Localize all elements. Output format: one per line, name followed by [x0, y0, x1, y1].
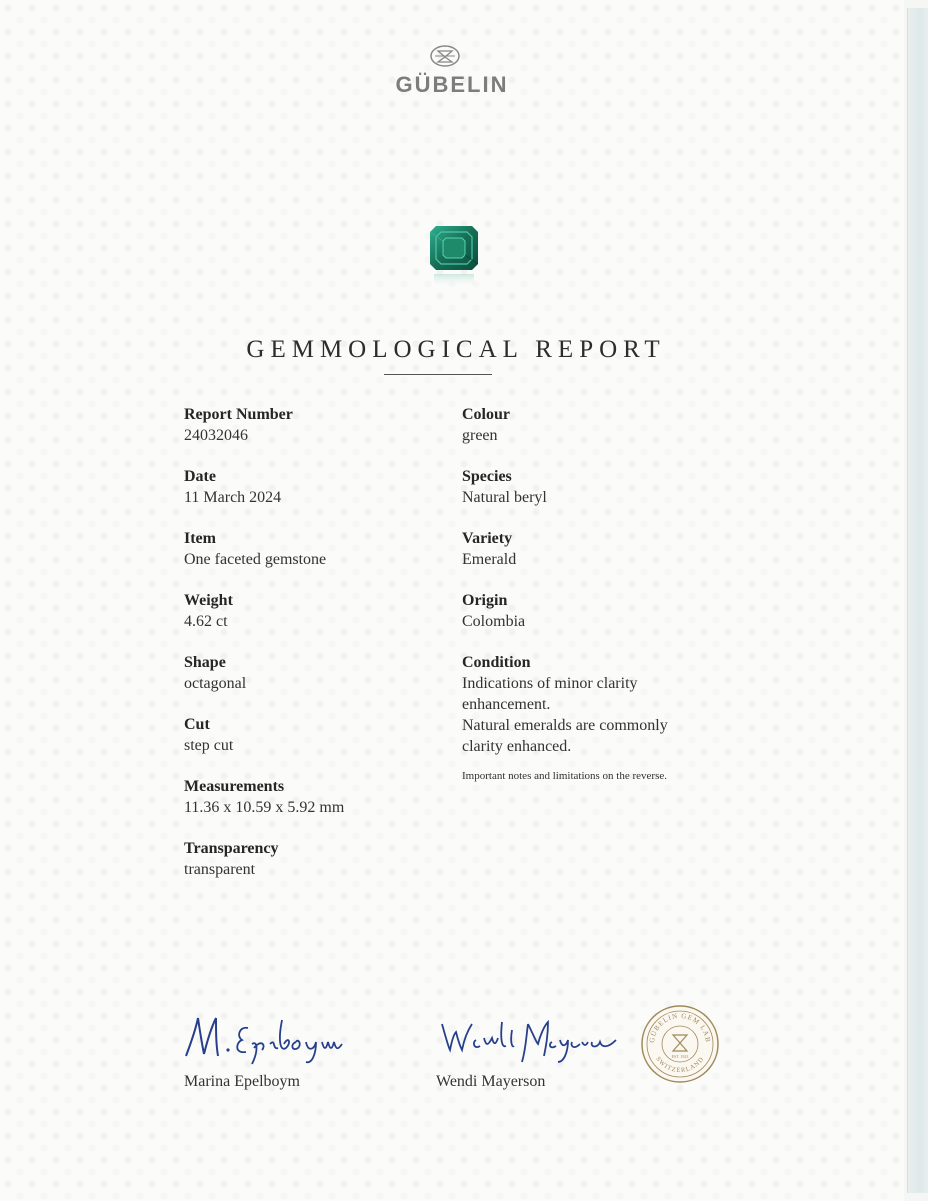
field-label: Date	[184, 468, 216, 485]
field-transparency	[184, 838, 279, 880]
field-report-number	[184, 404, 293, 446]
field-value: 4.62 ct	[184, 613, 228, 630]
field-value: green	[462, 427, 498, 444]
field-label: Colour	[462, 406, 510, 423]
field-condition	[462, 652, 668, 757]
field-variety	[462, 528, 516, 570]
field-label: Shape	[184, 654, 226, 671]
signature-wendi-mayerson	[436, 1012, 626, 1068]
field-value-line: Indications of minor clarity	[462, 675, 638, 692]
reverse-note: Important notes and limitations on the reverse.	[462, 770, 667, 782]
field-cut	[184, 714, 233, 756]
field-label: Variety	[462, 530, 513, 547]
brand-name: GÜBELIN	[395, 72, 509, 97]
field-value: step cut	[184, 737, 234, 754]
field-value: transparent	[184, 861, 256, 878]
title-divider	[384, 374, 492, 375]
field-label: Transparency	[184, 840, 279, 857]
field-label: Species	[462, 468, 512, 485]
field-label: Report Number	[184, 406, 293, 423]
field-value: 11.36 x 10.59 x 5.92 mm	[184, 799, 345, 816]
field-origin	[462, 590, 525, 632]
signature-marina-epelboym	[182, 1010, 382, 1066]
field-value: Colombia	[462, 613, 526, 630]
signatory-name: Wendi Mayerson	[436, 1073, 546, 1090]
field-label: Origin	[462, 592, 508, 609]
field-value: octagonal	[184, 675, 247, 692]
field-shape	[184, 652, 246, 694]
field-value: Emerald	[462, 551, 517, 568]
field-value: Natural beryl	[462, 489, 547, 506]
report-title: GEMMOLOGICAL REPORT	[246, 336, 666, 363]
field-item	[184, 528, 326, 570]
field-label: Condition	[462, 654, 531, 671]
field-value: 11 March 2024	[184, 489, 282, 506]
gubelin-gem-lab-seal-icon	[640, 1004, 720, 1084]
field-colour	[462, 404, 510, 446]
field-weight	[184, 590, 233, 632]
field-value-line: enhancement.	[462, 696, 551, 713]
signatory-name: Marina Epelboym	[184, 1073, 300, 1090]
field-species	[462, 466, 547, 508]
seal-top-text: GÜBELIN GEM LAB	[647, 1011, 713, 1044]
field-label: Weight	[184, 592, 233, 609]
gubelin-hourglass-logo-icon	[430, 45, 460, 67]
field-measurements	[184, 776, 344, 818]
field-label: Measurements	[184, 778, 285, 795]
field-date	[184, 466, 281, 508]
emerald-gemstone-image	[428, 224, 480, 290]
seal-bottom-text: SWITZERLAND	[654, 1055, 706, 1075]
field-value: 24032046	[184, 427, 248, 444]
field-label: Cut	[184, 716, 210, 733]
field-value-line: Natural emeralds are commonly	[462, 717, 668, 734]
field-label: Item	[184, 530, 216, 547]
field-value-line: clarity enhanced.	[462, 738, 572, 755]
page-edge	[907, 8, 928, 1193]
field-value: One faceted gemstone	[184, 551, 327, 568]
seal-year: EST. 1923	[671, 1054, 689, 1059]
